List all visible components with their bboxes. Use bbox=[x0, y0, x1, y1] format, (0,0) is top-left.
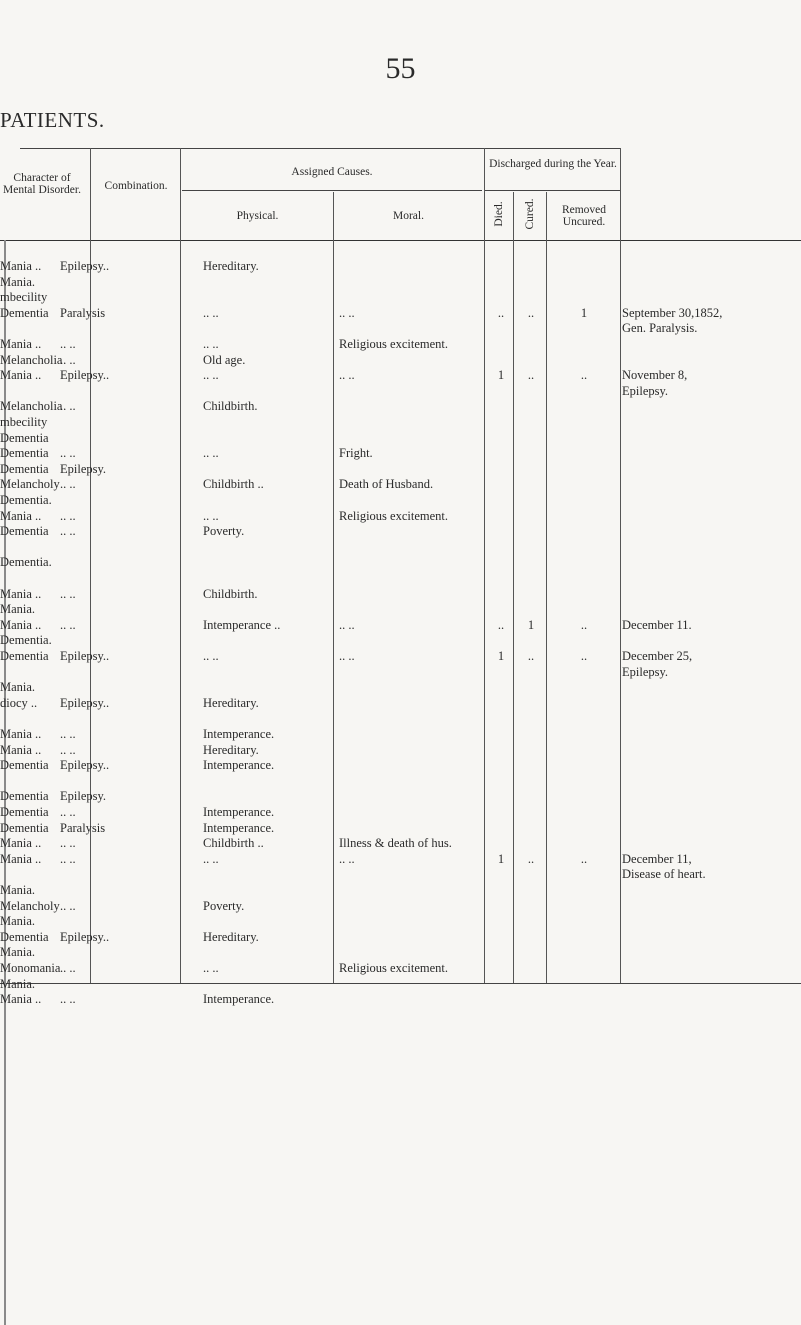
table-cell-char: Mania .. bbox=[0, 508, 42, 523]
table-cell-phys: Intemperance .. bbox=[203, 617, 281, 632]
table-cell-comb: .. .. bbox=[60, 805, 76, 819]
table-cell-char: Mania .. bbox=[0, 727, 42, 741]
table-cell-char: Melancholia bbox=[0, 399, 63, 414]
page-heading: PATIENTS. bbox=[0, 108, 105, 132]
header-cured: Cured. bbox=[524, 198, 536, 230]
table-cell-char: Mania .. bbox=[0, 337, 42, 351]
table-cell-comb: Epilepsy.. bbox=[60, 758, 110, 773]
header-divider-rule bbox=[0, 240, 801, 241]
table-cell-char: diocy .. bbox=[0, 695, 38, 710]
table-cell-moral: .. .. bbox=[339, 617, 355, 632]
table-cell-cured: .. bbox=[527, 851, 535, 866]
table-cell-char: Mania .. bbox=[0, 259, 42, 273]
table-cell-comb: .. .. bbox=[60, 727, 76, 741]
table-cell-moral: .. .. bbox=[339, 649, 355, 663]
header-discharged: Discharged during the Year. bbox=[489, 158, 617, 170]
table-cell-remarks: Epilepsy. bbox=[622, 664, 669, 679]
discharged-subrule bbox=[485, 190, 620, 191]
table-cell-char: mbecility bbox=[0, 290, 48, 305]
table-cell-char: Mania .. bbox=[0, 617, 42, 632]
table-cell-char: Mania .. bbox=[0, 368, 42, 383]
table-cell-phys: Childbirth .. bbox=[203, 477, 264, 492]
table-cell-comb: .. .. bbox=[60, 617, 76, 632]
table-cell-moral: Illness & death of hus. bbox=[339, 836, 452, 851]
table-cell-phys: Intemperance. bbox=[203, 758, 275, 773]
table-cell-char: Mania. bbox=[0, 914, 36, 929]
header-combination: Combination. bbox=[104, 180, 168, 192]
table-cell-phys: .. .. bbox=[203, 508, 219, 523]
table-cell-phys: Hereditary. bbox=[203, 695, 259, 710]
table-cell-remarks: November 8, bbox=[622, 368, 688, 383]
table-cell-phys: Hereditary. bbox=[203, 929, 259, 944]
table-cell-char: Dementia bbox=[0, 446, 49, 461]
table-cell-phys: Childbirth. bbox=[203, 586, 258, 601]
table-cell-phys: .. .. bbox=[203, 649, 219, 663]
table-cell-remarks: Epilepsy. bbox=[622, 383, 669, 398]
table-cell-comb: .. .. bbox=[60, 477, 76, 492]
table-cell-phys: Intemperance. bbox=[203, 820, 275, 835]
table-cell-moral: Fright. bbox=[339, 446, 373, 461]
table-cell-cured: .. bbox=[527, 649, 535, 663]
col-rule-2 bbox=[180, 148, 181, 983]
table-cell-moral: .. .. bbox=[339, 305, 355, 320]
table-cell-char: Dementia bbox=[0, 430, 49, 445]
table-cell-comb: .. .. bbox=[60, 524, 76, 539]
table-cell-char: Mania. bbox=[0, 945, 36, 960]
table-cell-comb: .. .. bbox=[60, 586, 76, 601]
table-cell-moral: .. .. bbox=[339, 368, 355, 383]
table-cell-comb: .. .. bbox=[60, 352, 76, 367]
page-number: 55 bbox=[385, 52, 416, 85]
table-cell-phys: Childbirth .. bbox=[203, 836, 264, 851]
table-cell-char: Dementia. bbox=[0, 633, 52, 648]
table-cell-char: Mania .. bbox=[0, 851, 42, 866]
table-cell-remarks: Disease of heart. bbox=[622, 867, 706, 882]
table-cell-char: Dementia. bbox=[0, 555, 52, 570]
table-cell-phys: Intemperance. bbox=[203, 727, 275, 741]
table-cell-phys: .. .. bbox=[203, 337, 219, 351]
table-cell-comb: .. .. bbox=[60, 446, 76, 461]
table-cell-comb: Epilepsy. bbox=[60, 789, 107, 804]
table-cell-removed: .. bbox=[580, 649, 588, 663]
table-cell-phys: Intemperance. bbox=[203, 992, 275, 1007]
table-cell-char: Mania .. bbox=[0, 586, 42, 601]
table-cell-removed: .. bbox=[580, 368, 588, 383]
table-cell-cured: 1 bbox=[527, 617, 535, 632]
table-cell-removed: .. bbox=[580, 851, 588, 866]
table-cell-char: Dementia bbox=[0, 820, 49, 835]
header-character: Character of Mental Disorder. bbox=[3, 172, 81, 196]
table-cell-comb: .. .. bbox=[60, 836, 76, 851]
table-top-rule bbox=[20, 148, 620, 149]
table-cell-comb: .. .. bbox=[60, 961, 76, 975]
table-cell-char: Dementia. bbox=[0, 493, 52, 507]
table-cell-phys: Childbirth. bbox=[203, 399, 258, 414]
table-cell-remarks: December 11, bbox=[622, 851, 692, 866]
table-cell-moral: Religious excitement. bbox=[339, 961, 449, 975]
table-cell-comb: .. .. bbox=[60, 742, 76, 757]
table-cell-died: .. bbox=[497, 617, 505, 632]
table-cell-died: 1 bbox=[497, 649, 505, 663]
table-cell-died: 1 bbox=[497, 851, 505, 866]
table-cell-comb: Epilepsy.. bbox=[60, 259, 110, 273]
table-cell-comb: .. .. bbox=[60, 399, 76, 414]
table-cell-phys: Hereditary. bbox=[203, 742, 259, 757]
causes-subrule bbox=[182, 190, 482, 191]
table-cell-char: Dementia bbox=[0, 805, 49, 819]
table-cell-remarks: December 11. bbox=[622, 617, 692, 632]
table-cell-died: .. bbox=[497, 305, 505, 320]
table-cell-moral: .. .. bbox=[339, 851, 355, 866]
table-cell-char: Mania .. bbox=[0, 992, 42, 1007]
table-cell-char: Dementia bbox=[0, 649, 49, 663]
table-cell-char: Mania. bbox=[0, 976, 36, 991]
table-cell-comb: .. .. bbox=[60, 898, 76, 913]
table-cell-comb: Paralysis bbox=[60, 305, 106, 320]
table-cell-char: Dementia bbox=[0, 758, 49, 773]
table-cell-comb: .. .. bbox=[60, 508, 76, 523]
table-cell-phys: Intemperance. bbox=[203, 805, 275, 819]
table-cell-phys: Hereditary. bbox=[203, 259, 259, 273]
col-rule-4 bbox=[484, 148, 485, 983]
table-cell-remarks: September 30,1852, bbox=[622, 305, 723, 320]
table-cell-remarks: December 25, bbox=[622, 649, 693, 663]
table-cell-cured: .. bbox=[527, 305, 535, 320]
header-removed: Removed Uncured. bbox=[561, 204, 607, 228]
table-cell-remarks: Gen. Paralysis. bbox=[622, 321, 698, 336]
header-physical: Physical. bbox=[236, 210, 279, 222]
table-cell-comb: Epilepsy.. bbox=[60, 649, 110, 663]
table-cell-phys: .. .. bbox=[203, 368, 219, 383]
table-cell-phys: Poverty. bbox=[203, 524, 245, 539]
table-cell-comb: Epilepsy. bbox=[60, 461, 107, 476]
table-cell-phys: .. .. bbox=[203, 961, 219, 975]
table-cell-removed: 1 bbox=[580, 305, 588, 320]
table-cell-moral: Religious excitement. bbox=[339, 337, 449, 351]
table-cell-char: Mania. bbox=[0, 274, 36, 289]
table-bottom-rule bbox=[0, 983, 801, 984]
header-moral: Moral. bbox=[393, 210, 424, 222]
table-cell-phys: .. .. bbox=[203, 305, 219, 320]
table-cell-moral: Religious excitement. bbox=[339, 508, 449, 523]
table-cell-char: Dementia bbox=[0, 789, 49, 804]
table-cell-died: 1 bbox=[497, 368, 505, 383]
table-cell-char: Melancholy bbox=[0, 898, 60, 913]
table-cell-comb: Paralysis bbox=[60, 820, 106, 835]
table-cell-char: Mania. bbox=[0, 602, 36, 617]
table-cell-char: Dementia bbox=[0, 305, 49, 320]
table-cell-comb: .. .. bbox=[60, 992, 76, 1007]
col-rule-1 bbox=[90, 148, 91, 983]
header-assigned-causes: Assigned Causes. bbox=[291, 166, 373, 178]
table-cell-char: Mania .. bbox=[0, 742, 42, 757]
table-cell-char: Dementia bbox=[0, 524, 49, 539]
table-cell-char: mbecility bbox=[0, 415, 48, 429]
table-cell-char: Mania. bbox=[0, 883, 36, 897]
table-cell-comb: .. .. bbox=[60, 337, 76, 351]
table-cell-phys: .. .. bbox=[203, 446, 219, 461]
table-cell-char: Melancholy bbox=[0, 477, 60, 492]
table-cell-comb: .. .. bbox=[60, 851, 76, 866]
table-cell-char: Monomania bbox=[0, 961, 61, 975]
header-died: Died. bbox=[493, 201, 505, 227]
table-cell-phys: Poverty. bbox=[203, 898, 245, 913]
table-cell-cured: .. bbox=[527, 368, 535, 383]
table-cell-char: Dementia bbox=[0, 929, 49, 944]
table-cell-phys: Old age. bbox=[203, 352, 246, 367]
col-rule-7 bbox=[620, 148, 621, 983]
table-cell-comb: Epilepsy.. bbox=[60, 929, 110, 944]
table-cell-char: Dementia bbox=[0, 461, 49, 476]
table-cell-moral: Death of Husband. bbox=[339, 477, 434, 492]
table-cell-comb: Epilepsy.. bbox=[60, 695, 110, 710]
col-rule-3 bbox=[333, 192, 334, 983]
table-cell-removed: .. bbox=[580, 617, 588, 632]
table-cell-phys: .. .. bbox=[203, 851, 219, 866]
table-cell-char: Mania .. bbox=[0, 836, 42, 851]
table-cell-char: Mania. bbox=[0, 680, 36, 695]
table-cell-char: Melancholia bbox=[0, 352, 63, 367]
table-cell-comb: Epilepsy.. bbox=[60, 368, 110, 383]
